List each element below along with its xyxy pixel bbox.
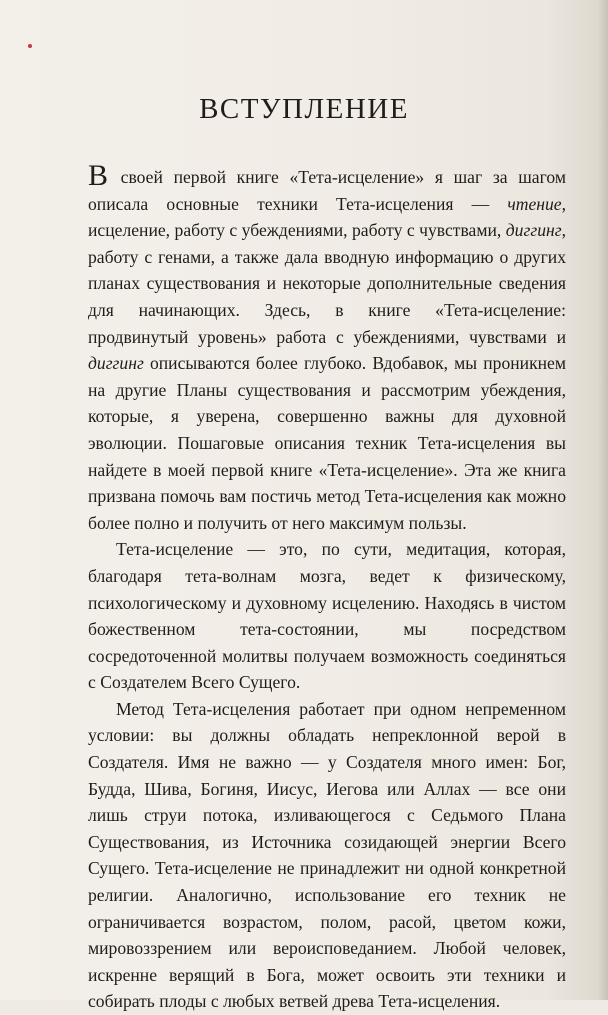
p1-text-3: , работу с генами, а также дала вводную информацию о других планах существования и некоторые дополнительные сведения для начинающих. Здесь, в книге «Тета-исцеление: продвинутый уровень» работа с убеждениями, чувствами и <box>88 220 566 347</box>
p1-italic-3: диггинг <box>88 353 144 374</box>
p1-text-2: , исцеление, работу с убеждениями, работу с чувствами, <box>88 193 566 241</box>
page-edge-shadow <box>598 0 608 1000</box>
p1-text-1: своей первой книге «Тета-исцеление» я шаг за шагом описала основные техники Тета-исцеления — <box>88 167 566 214</box>
p1-italic-2: диггинг <box>505 220 562 241</box>
red-ink-dot <box>28 44 32 48</box>
paragraph-3: Метод Тета-исцеления работает при одном непременном условии: вы должны обладать непреклонной верой в Создателя. Имя не важно — у Создателя много имен: Бог, Будда, Шива, Богиня, Иисус, Иегова или Аллах — все они лишь струи потока, изливающегося с Седьмого Плана Существования, из Источника созидающей энергии Всего Сущего. Тета-исцеление не принадлежит ни одной конкретной религии. Аналогично, использование его техник не ограничивается возрастом, полом, расой, цветом кожи, мировоззрением или вероисповеданием. Любой человек, искренне верящий в Бога, может освоить эти техники и собирать плоды с любых ветвей древа Тета-исцеления. <box>88 698 566 1012</box>
paragraph-1 <box>88 159 566 536</box>
drop-cap: В <box>88 159 109 192</box>
body-text <box>88 159 566 1015</box>
paragraph-2: Тета-исцеление — это, по сути, медитация, которая, благодаря тета-волнам мозга, ведет к физическому, психологическому и духовному исцелению. Находясь в чистом божественном тета-состоянии, мы посредством сосредоточенной молитвы получаем возможность соединяться с Создателем Всего Сущего. <box>88 539 566 693</box>
p1-text-4: описываются более глубоко. Вдобавок, мы проникнем на другие Планы существования и рассмотрим убеждения, которые, я уверена, совершенно важны для духовной эволюции. Пошаговые описания техник Тета-исцеления вы найдете в моей первой книге «Тета-исцеление». Эта же книга призвана помочь вам постичь метод Тета-исцеления как можно более полно и получить от него максимум пользы. <box>88 353 566 533</box>
p1-italic-1: чтение <box>507 193 562 214</box>
chapter-title: ВСТУПЛЕНИЕ <box>199 93 409 126</box>
